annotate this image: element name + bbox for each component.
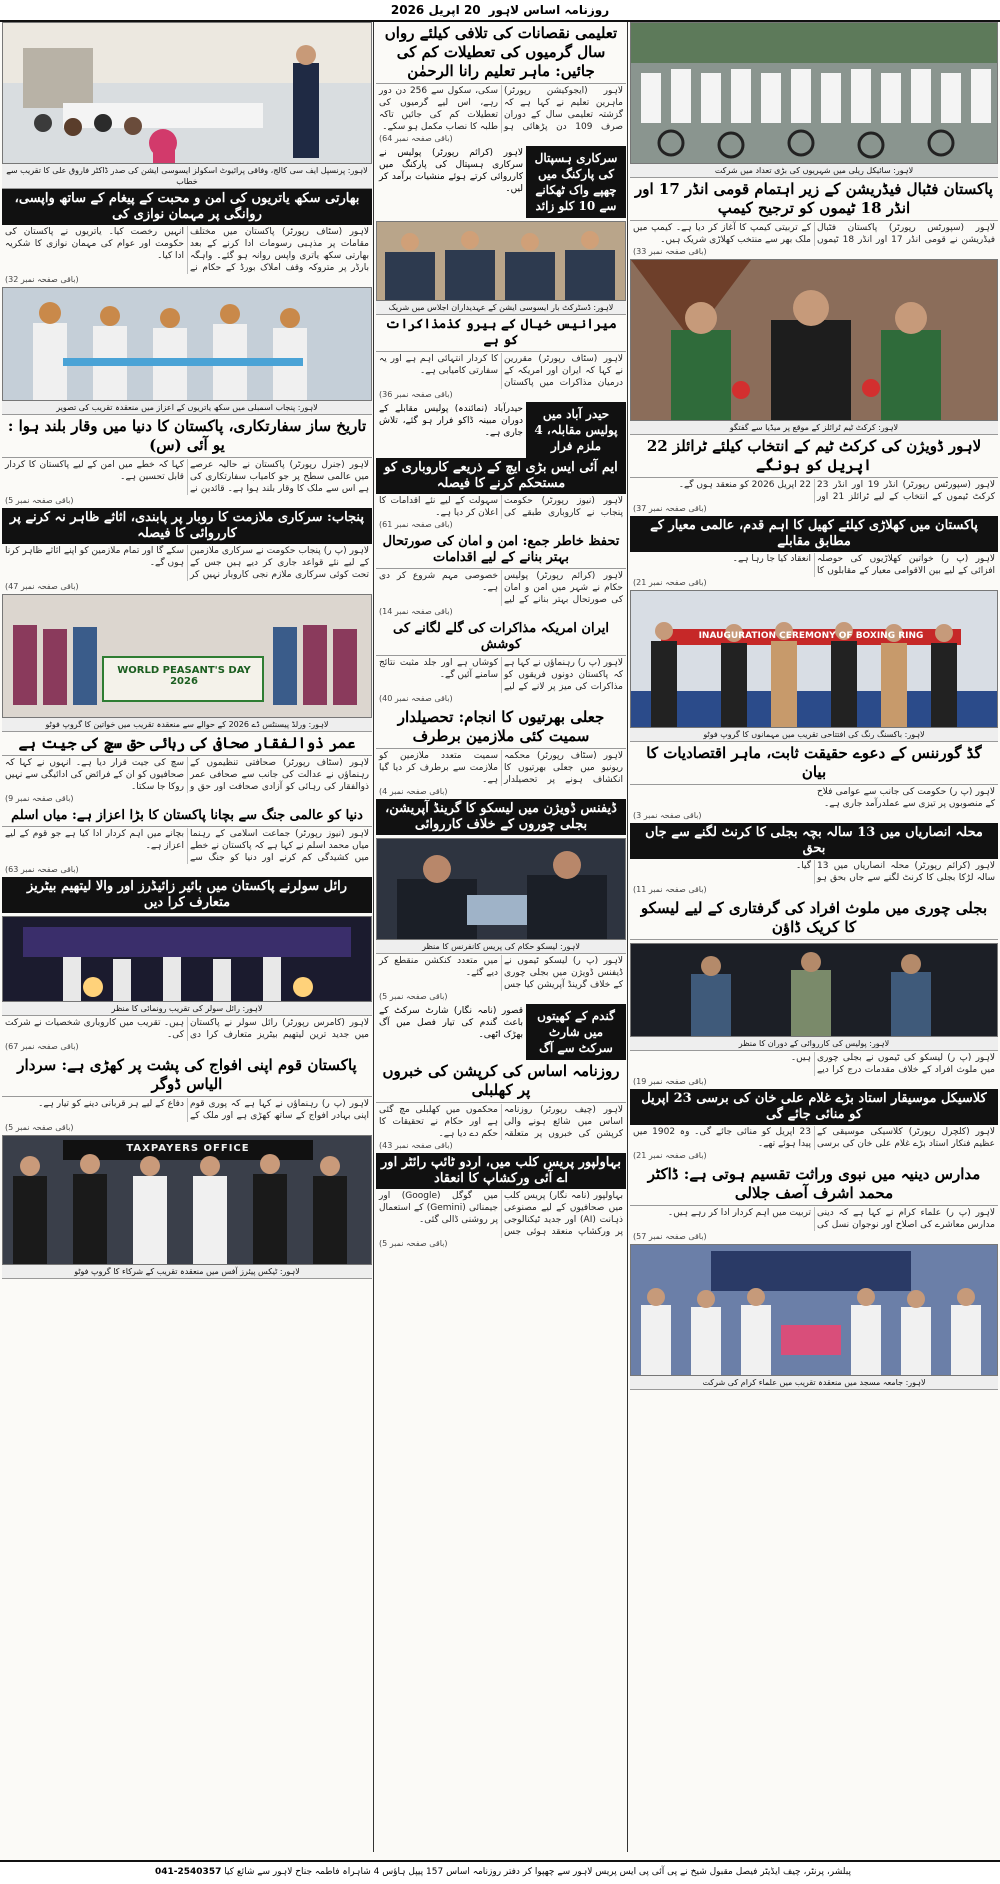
story-body: لاہور (سٹاف رپورٹر) پاکستان میں مختلف مقامات پر مذہبی رسومات ادا کرنے کے بعد بھارتی سکھ یاتری واپس روانہ ہو گئے۔ واہگہ بارڈر پر متروکہ وقف املاک بورڈ کے حکام نے انہیں رخصت کیا۔ یاتریوں نے پاکستان کی حکومت اور عوام کی مہمان نوازی کا شکریہ ادا کیا۔ (5, 227, 369, 273)
story-ghulam-ali (630, 1089, 998, 1160)
story-headline: دنیا کو عالمی جنگ سے بچانا پاکستان کا بڑا اعزاز ہے: میاں اسلم (2, 806, 372, 827)
story-education-loss (376, 22, 626, 143)
story-continuation: (باقی صفحہ نمبر 57) (633, 1232, 707, 1241)
column-rule (627, 22, 628, 1852)
story-headline: ڈیفنس ڈویژن میں لیسکو کا گرینڈ آپریشن، بجلی چوروں کے خلاف کارروائی (376, 799, 626, 835)
story-headline: ایم آئی ایس بڑی ایچ کے ذریعے کاروباری کو مستحکم کرنے کا فیصلہ (376, 458, 626, 494)
story-body: لاہور (سٹاف رپورٹر) مقررین نے کہا کہ ایران اور امریکہ کے درمیان مذاکرات میں پاکستان کا کردار انتہائی اہم ہے اور یہ سفارتی کامیابی ہے۔ (379, 354, 623, 388)
banner-text: INAUGURATION CEREMONY OF BOXING RING (698, 631, 924, 641)
story-headline: لاہور ڈویژن کی کرکٹ ٹیم کے انتخاب کیلئے ٹرائلز 22 اپریل کو ہونگے (630, 435, 998, 478)
story-headline: بجلی چوری میں ملوث افراد کی گرفتاری کے لیے لیسکو کا کریک ڈاؤن (630, 897, 998, 940)
story-sikh-yatri (2, 189, 372, 284)
photo-caption: لاہور: ٹیکس پیئرز آفس میں منعقدہ تقریب کے شرکاء کا گروپ فوٹو (2, 1265, 372, 1279)
story-body: لاہور (کرائم رپورٹر) پولیس حکام نے شہر میں امن و امان کی صورتحال بہتر بنانے کے لیے خصوصی مہم شروع کر دی ہے۔ (379, 571, 623, 605)
story-continuation: (باقی صفحہ نمبر 21) (633, 578, 707, 587)
story-body: لاہور (سپورٹس رپورٹر) انڈر 19 اور انڈر 23 کرکٹ ٹیموں کے انتخاب کے لیے ٹرائلز 21 اور 22 اپریل 2026 کو منعقد ہوں گے۔ (678, 480, 995, 502)
story-headline: بھارتی سکھ یاتریوں کی امن و محبت کے پیغام کے ساتھ واپسی، روانگی پر مہمان نوازی کی (2, 189, 372, 225)
story-law-order (376, 532, 626, 616)
story-body: لاہور (پ ر) لیسکو کی ٹیموں نے بجلی چوری میں ملوث افراد کے خلاف مقدمات درج کرا دیے ہیں۔ (790, 1053, 995, 1075)
story-continuation: (باقی صفحہ نمبر 64) (379, 134, 453, 143)
story-continuation: (باقی صفحہ نمبر 40) (379, 694, 453, 703)
banner-text: WORLD PEASANT'S DAY 2026 (117, 665, 251, 687)
story-continuation: (باقی صفحہ نمبر 9) (5, 794, 74, 803)
imprint-text: پبلشر، پرنٹر، چیف ایڈیٹر فیصل مقبول شیخ نے پی آئی پی ایس پریس لاہور سے چھپوا کر دفتر روزنامہ اساس 157 پیپل ہاؤس 4 شاہراہ فاطمہ جناح لاہور سے شائع کیا (224, 1867, 851, 1877)
story-headline: جعلی بھرتیوں کا انجام: تحصیلدار سمیت کئی ملازمین برطرف (376, 706, 626, 749)
story-continuation: (باقی صفحہ نمبر 36) (379, 390, 453, 399)
story-continuation: (باقی صفحہ نمبر 5) (5, 1123, 74, 1132)
story-continuation: (باقی صفحہ نمبر 67) (5, 1042, 79, 1051)
story-body: لاہور (چیف رپورٹر) روزنامہ اساس میں شائع ہونے والی کرپشن کی خبروں پر متعلقہ محکموں میں کھلبلی مچ گئی ہے اور حکام نے تحقیقات کا حکم دے دیا ہے۔ (379, 1105, 623, 1139)
story-iran-us (376, 619, 626, 703)
photo-caption: لاہور: سائیکل ریلی میں شہریوں کی بڑی تعداد میں شرکت (630, 164, 998, 178)
sidebox-hospital-parking (376, 146, 626, 218)
story-headline: عمر ذوالفقار صحافی کی رہائی حق سچ کی جیت ہے (2, 732, 372, 756)
story-mir-anees (376, 315, 626, 399)
story-headline: میرانیس خیال کے ہیرو کذمذاکرات کو ہے (376, 315, 626, 352)
right-column (630, 22, 998, 1852)
story-body: لاہور (کلچرل رپورٹر) کلاسیکی موسیقی کے عظیم فنکار استاد بڑے غلام علی خان کی برسی 23 اپریل کو منائی جائے گی۔ وہ 1902 میں پیدا ہوئے تھے۔ (633, 1127, 995, 1149)
photo-caption: لاہور: پولیس کی کارروائی کے دوران کا منظر (630, 1037, 998, 1051)
photo-caption: لاہور: باکسنگ رنگ کی افتتاحی تقریب میں مہمانوں کا گروپ فوٹو (630, 728, 998, 742)
story-body: لاہور (کامرس رپورٹر) رائل سولر نے پاکستان میں جدید ترین لیتھیم بیٹریز متعارف کرا دی ہیں۔ تقریب میں کاروباری شخصیات نے شرکت کی۔ (5, 1018, 369, 1040)
story-headline: گڈ گورننس کے دعوے حقیقت ثابت، ماہر اقتصادیات کا بیان (630, 742, 998, 785)
story-headline: روزنامہ اساس کی کرپشن کی خبروں پر کھلبلی (376, 1060, 626, 1103)
sidebox-headline: سرکاری ہسپتال کی پارکنگ میں چھپے واک ٹھکانے سے 10 کلو زائد (526, 146, 626, 218)
story-body: لاہور (پ ر) رہنماؤں نے کہا ہے کہ پوری قوم اپنی بہادر افواج کے ساتھ کھڑی ہے اور ملک کے دفاع کے لیے ہر قربانی دینے کو تیار ہے۔ (38, 1099, 369, 1121)
story-lesco-crackdown (630, 897, 998, 940)
story-body: لاہور (کرائم رپورٹر) محلہ انصاریاں میں 13 سالہ لڑکا بجلی کا کرنٹ لگنے سے جاں بحق ہو گیا۔ (795, 861, 995, 883)
story-body: لاہور (سٹاف رپورٹر) صحافتی تنظیموں کے رہنماؤں نے عدالت کی جانب سے صحافی عمر ذوالفقار کی رہائی کو آزادی صحافت اور حق و سچ کی جیت قرار دیا ہے۔ انہوں نے کہا کہ صحافیوں کو ان کے فرائض کی ادائیگی سے نہیں روکا جا سکتا۔ (5, 758, 369, 792)
sidebox-wheat-fire (376, 1004, 626, 1060)
story-lesco-defence-body (376, 954, 626, 1001)
photo-caption: لاہور: کرکٹ ٹیم ٹرائلز کے موقع پر میڈیا سے گفتگو (630, 421, 998, 435)
masthead-date: 20 اپریل 2026 (390, 3, 481, 17)
office-sign-text: TAXPAYERS OFFICE (126, 1143, 250, 1154)
story-body: لاہور (سٹاف رپورٹر) محکمہ ریونیو میں جعلی بھرتیوں کا انکشاف ہونے پر تحصیلدار سمیت متعدد ملازمین کو ملازمت سے برطرف کر دیا گیا ہے۔ (379, 751, 623, 785)
photo-classroom (2, 22, 372, 164)
story-headline: رائل سولرنے پاکستان میں بائیر زائیڈرز اور والا لیتھیم بیٹریز متعارف کرا دیں (2, 877, 372, 913)
story-headline: پاکستان میں کھلاڑی کیلئے کھیل کا اہم قدم، عالمی معیار کے مطابق مقابلے (630, 516, 998, 552)
sidebox-body: حیدرآباد (نمائندہ) پولیس مقابلے کے دوران مبینہ ڈاکو فرار ہو گئے، تلاش جاری ہے۔ (379, 404, 523, 438)
story-continuation: (باقی صفحہ نمبر 43) (379, 1141, 453, 1150)
story-headline: پاکستان فٹبال فیڈریشن کے زیر اہتمام قومی انڈر 17 اور انڈر 18 ٹیموں کو ترجیح کیمپ (630, 178, 998, 221)
photo-caption: لاہور: پرنسپل ایف سی کالج، وفاقی پرائیوٹ اسکولز ایسوسی ایشن کی صدر ڈاکٹر فاروق علی کا تقریب سے خطاب (2, 164, 372, 189)
photo-taxpayers-office (2, 1135, 372, 1265)
photo-caption: لاہور: جامعہ مسجد میں منعقدہ تقریب میں علماء کرام کی شرکت (630, 1376, 998, 1390)
left-column (2, 22, 372, 1852)
story-body: لاہور (سپورٹس رپورٹر) پاکستان فٹبال فیڈریشن نے قومی انڈر 17 اور انڈر 18 ٹیموں کے تربیتی کیمپ کا آغاز کر دیا ہے۔ کیمپ میں ملک بھر سے منتخب کھلاڑی شریک ہیں۔ (633, 223, 995, 245)
story-continuation: (باقی صفحہ نمبر 21) (633, 1151, 707, 1160)
photo-caption: لاہور: لیسکو حکام کی پریس کانفرنس کا منظر (376, 940, 626, 954)
photo-caption: لاہور: ورلڈ پیسنٹس ڈے 2026 کے حوالے سے منعقدہ تقریب میں خواتین کا گروپ فوٹو (2, 718, 372, 732)
sidebox-body: لاہور (کرائم رپورٹر) پولیس نے سرکاری ہسپتال کی پارکنگ میں کارروائی کرتے ہوئے منشیات برآمد کر لیں۔ (379, 148, 523, 194)
story-body: لاہور (پ ر) لیسکو ٹیموں نے ڈیفنس ڈویژن میں بجلی چوری کے خلاف گرینڈ آپریشن کیا جس میں متعدد کنکشن منقطع کر دیے گئے۔ (379, 956, 623, 990)
imprint-footer (0, 1860, 1000, 1884)
masthead (0, 0, 1000, 22)
story-headline: مدارس دینیہ میں نبوی وراثت تقسیم ہوتی ہے: ڈاکٹر محمد اشرف آصف جلالی (630, 1163, 998, 1206)
photo-lesco-press (376, 838, 626, 940)
story-body: لاہور (پ ر) حکومت کی جانب سے عوامی فلاح کے منصوبوں پر تیزی سے عملدرآمد جاری ہے۔ (817, 787, 995, 809)
story-continuation: (باقی صفحہ نمبر 19) (633, 1077, 707, 1086)
photo-police-action (630, 943, 998, 1037)
story-asas-corruption (376, 1060, 626, 1150)
story-continuation: (باقی صفحہ نمبر 5) (5, 496, 74, 505)
story-continuation: (باقی صفحہ نمبر 63) (5, 865, 79, 874)
story-headline: محلہ انصاریاں میں 13 سالہ بچہ بجلی کا کرنٹ لگنے سے جاں بحق (630, 823, 998, 859)
imprint-phone: 041-2540357 (154, 1867, 222, 1877)
photo-bar-association (376, 221, 626, 301)
story-body: لاہور (نیوز رپورٹر) حکومت پنجاب نے کاروباری طبقے کی سہولت کے لیے نئے اقدامات کا اعلان کر دیا ہے۔ (379, 496, 623, 518)
photo-sikh-ceremony (2, 287, 372, 401)
story-continuation: (باقی صفحہ نمبر 14) (379, 607, 453, 616)
photo-caption: لاہور: رائل سولر کی تقریب رونمائی کا منظر (2, 1002, 372, 1016)
story-headline: ایران امریکہ مذاکرات کی گلے لگانے کی کوشش (376, 619, 626, 656)
story-govt-employees (2, 508, 372, 591)
story-body: لاہور (پ ر) خواتین کھلاڑیوں کی حوصلہ افزائی کے لیے بین الاقوامی معیار کے مقابلوں کا انعقاد کیا جا رہا ہے۔ (732, 554, 995, 576)
story-electrocution (630, 823, 998, 894)
story-body: لاہور (پ ر) علماء کرام نے کہا ہے کہ دینی مدارس معاشرے کی اصلاح اور نوجوان نسل کی تربیت میں اہم کردار ادا کر رہے ہیں۔ (667, 1208, 995, 1230)
story-body: لاہور (ایجوکیشن رپورٹر) ماہرین تعلیم نے کہا ہے کہ گزشتہ تعلیمی سال کے دوران صرف 109 دن پڑھائی ہو سکی، سکول سے 256 دن دور رہے، اس لیے گرمیوں کی تعطیلات کم کی جائیں تاکہ طلبہ کا نصاب مکمل ہو سکے۔ (379, 86, 623, 132)
story-headline: بہاولپور پریس کلب میں، اردو ٹائپ رائٹر اور اے آئی ورکشاپ کا انعقاد (376, 1153, 626, 1189)
story-army-support (2, 1054, 372, 1132)
sidebox-headline: گندم کے کھیتوں میں شارٹ سرکٹ سے آگ (526, 1004, 626, 1060)
story-mis-business (376, 458, 626, 529)
story-body: بہاولپور (نامہ نگار) پریس کلب میں صحافیوں کے لیے مصنوعی ذہانت (AI) اور جدید ٹیکنالوجی پر ورکشاپ منعقد ہوئی جس میں گوگل (Google) اور جیمنائی (Gemini) کے استعمال پر روشنی ڈالی گئی۔ (379, 1191, 623, 1237)
story-body: لاہور (پ ر) رہنماؤں نے کہا ہے کہ پاکستان دونوں فریقوں کو مذاکرات کی میز پر لانے کے لیے کوشاں ہے اور جلد مثبت نتائج سامنے آئیں گے۔ (379, 658, 623, 692)
photo-cycle-rally (630, 22, 998, 164)
photo-mosque-ceremony (630, 1244, 998, 1376)
story-madaris (630, 1163, 998, 1241)
photo-caption: لاہور: پنجاب اسمبلی میں سکھ یاتریوں کے اعزاز میں منعقدہ تقریب کی تصویر (2, 401, 372, 415)
story-football-camp (630, 178, 998, 256)
story-continuation: (باقی صفحہ نمبر 4) (379, 787, 448, 796)
story-headline: پاکستان قوم اپنی افواج کی پشت پر کھڑی ہے: سردار الیاس ڈوگر (2, 1054, 372, 1097)
masthead-title: روزنامہ اساس لاہور (488, 3, 610, 17)
story-lesco-defence (376, 799, 626, 835)
column-rule (373, 22, 374, 1852)
story-headline: تاریخ ساز سفارتکاری، پاکستان کا دنیا میں وقار بلند ہوا : یو آئی (س) (2, 415, 372, 458)
sidebox-body: قصور (نامہ نگار) شارٹ سرکٹ کے باعث گندم کی تیار فصل میں آگ بھڑک اٹھی۔ (379, 1006, 523, 1040)
story-royal-solar-body (2, 1016, 372, 1051)
story-cricket-trials (630, 435, 998, 513)
story-body: لاہور (جنرل رپورٹر) پاکستان نے حالیہ عرصے میں عالمی سطح پر جو کامیاب سفارتکاری کی ہے اس سے ملک کا وقار بلند ہوا ہے۔ قائدین نے کہا کہ خطے میں امن کے لیے پاکستان کا کردار قابل تحسین ہے۔ (5, 460, 369, 494)
story-continuation: (باقی صفحہ نمبر 3) (633, 811, 702, 820)
photo-royal-solar (2, 916, 372, 1002)
story-headline: پنجاب: سرکاری ملازمت کا روبار پر پابندی، اثاثے ظاہر نہ کرنے پر کارروائی کا فیصلہ (2, 508, 372, 544)
story-continuation: (باقی صفحہ نمبر 5) (379, 1239, 448, 1248)
photo-peasants-day (2, 594, 372, 718)
story-women-sports (630, 516, 998, 587)
story-continuation: (باقی صفحہ نمبر 5) (379, 992, 448, 1001)
story-bahawalpur-workshop (376, 1153, 626, 1248)
story-headline: تعلیمی نقصانات کی تلافی کیلئے رواں سال گرمیوں کی تعطیلات کم کی جائیں: ماہر تعلیم رانا الرحمٰن (376, 22, 626, 84)
sidebox-hyderabad (376, 402, 626, 458)
story-body: لاہور (نیوز رپورٹر) جماعت اسلامی کے رہنما میاں محمد اسلم نے کہا ہے کہ پاکستان نے خطے میں کشیدگی کم کرنے اور دنیا کو جنگ سے بچانے میں اہم کردار ادا کیا ہے جو قوم کے لیے اعزاز ہے۔ (5, 829, 369, 863)
photo-boxing-ring (630, 590, 998, 728)
story-mian-aslam (2, 806, 372, 874)
story-continuation: (باقی صفحہ نمبر 61) (379, 520, 453, 529)
story-umar-zulfiqar (2, 732, 372, 803)
story-headline: کلاسیکل موسیقار استاد بڑے غلام علی خان کی برسی 23 اپریل کو منائی جائے گی (630, 1089, 998, 1125)
story-continuation: (باقی صفحہ نمبر 37) (633, 504, 707, 513)
story-continuation: (باقی صفحہ نمبر 32) (5, 275, 79, 284)
middle-column (376, 22, 626, 1852)
story-headline: تحفظ خاطر جمع: امن و امان کی صورتحال بہتر بنانے کے لیے اقدامات (376, 532, 626, 569)
story-fake-recruitment (376, 706, 626, 796)
photo-caption: لاہور: ڈسٹرکٹ بار ایسوسی ایشن کے عہدیداران اجلاس میں شریک (376, 301, 626, 315)
photo-cricket-media (630, 259, 998, 421)
story-body: لاہور (پ ر) پنجاب حکومت نے سرکاری ملازمین کے لیے نئے قواعد جاری کر دیے ہیں جس کے تحت کوئی سرکاری ملازم نجی کاروبار نہیں کر سکے گا اور تمام ملازمین کو اپنے اثاثے ظاہر کرنا ہوں گے۔ (5, 546, 369, 580)
story-continuation: (باقی صفحہ نمبر 33) (633, 247, 707, 256)
story-continuation: (باقی صفحہ نمبر 47) (5, 582, 79, 591)
story-continuation: (باقی صفحہ نمبر 11) (633, 885, 707, 894)
story-diplomacy (2, 415, 372, 505)
story-good-governance (630, 742, 998, 820)
sidebox-headline: حیدر آباد میں پولیس مقابلہ، 4 ملزم فرار (526, 402, 626, 458)
story-royal-solar (2, 877, 372, 913)
story-lesco-crackdown-body (630, 1051, 998, 1086)
